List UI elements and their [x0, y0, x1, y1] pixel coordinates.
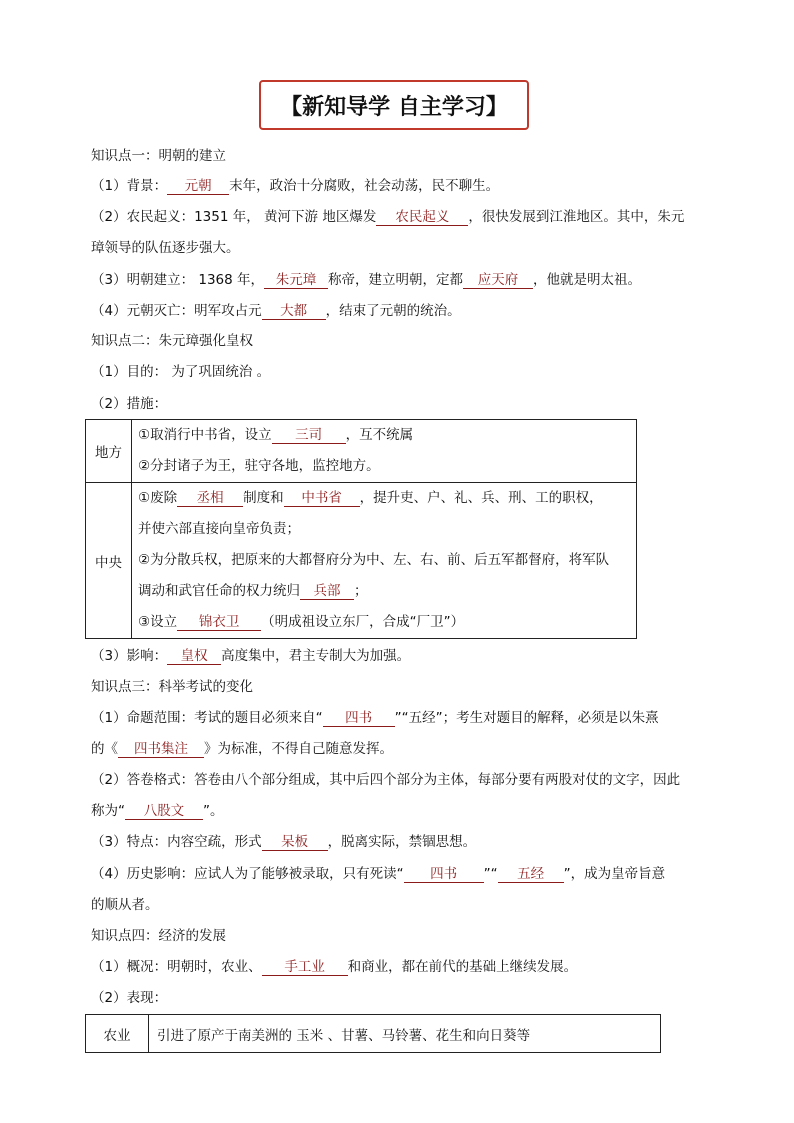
- answer-blank: 丞相: [177, 490, 243, 507]
- text-line: 的顺从者。: [91, 897, 159, 913]
- section-heading-1: 知识点一：明朝的建立: [91, 148, 226, 164]
- text-line: （1）目的： 为了巩固统治 。: [91, 364, 271, 380]
- answer-blank: 锦衣卫: [177, 614, 261, 631]
- local-measures: [132, 420, 637, 483]
- text-line: （1）命题范围：考试的题目必须来自“ 四书 ”“五经”；考生对题目的解释，必须是以朱熹: [91, 710, 659, 726]
- table-line: 调动和武官任命的权力统归 兵部 ；: [138, 583, 368, 599]
- text-line: （1）概况：明朝时，农业、 手工业 和商业，都在前代的基础上继续发展。: [91, 959, 578, 975]
- row-label-agriculture: 农业: [86, 1015, 149, 1053]
- table-line: ①废除 丞相 制度和 中书省 ，提升吏、户、礼、兵、刑、工的职权，: [138, 490, 603, 506]
- section-heading-2: 知识点二：朱元璋强化皇权: [91, 333, 253, 349]
- text-line: （3）特点：内容空疏，形式 呆板 ，脱离实际，禁锢思想。: [91, 834, 477, 850]
- measures-table: [85, 419, 637, 639]
- answer-blank: 大都: [262, 303, 326, 320]
- central-measures: [132, 483, 637, 639]
- answer-blank: 朱元璋: [264, 272, 328, 289]
- text-line: （1）背景： 元朝 末年，政治十分腐败，社会动荡，民不聊生。: [91, 178, 500, 194]
- table-line: ②分封诸子为王，驻守各地，监控地方。: [138, 458, 380, 474]
- page-title: 【新知导学 自主学习】: [259, 80, 529, 130]
- text-line: （3）明朝建立： 1368 年， 朱元璋 称帝，建立明朝，定都 应天府 ，他就是明太祖。: [91, 272, 642, 288]
- answer-blank: 五经: [498, 866, 564, 883]
- answer-blank: 呆板: [262, 834, 328, 851]
- answer-blank: 农民起义: [376, 209, 468, 226]
- answer-blank: 皇权: [167, 648, 221, 665]
- answer-blank: 四书: [404, 866, 484, 883]
- text-line: （3）影响： 皇权 高度集中，君主专制大为加强。: [91, 648, 411, 664]
- answer-blank: 元朝: [167, 178, 229, 195]
- row-label-local: 地方: [86, 420, 132, 483]
- text-line: 璋领导的队伍逐步强大。: [91, 240, 240, 256]
- answer-blank: 四书: [323, 710, 395, 727]
- text-line: （4）历史影响：应试人为了能够被录取，只有死读“ 四书 ”“ 五经 ”，成为皇帝旨意: [91, 866, 666, 882]
- section-heading-3: 知识点三：科举考试的变化: [91, 679, 253, 695]
- answer-blank: 手工业: [262, 959, 348, 976]
- answer-blank: 八股文: [125, 803, 203, 820]
- text-line: （2）农民起义：1351 年， 黄河下游 地区爆发 农民起义 ，很快发展到江淮地区。其中，朱元: [91, 209, 685, 225]
- row-label-central: 中央: [86, 483, 132, 639]
- table-line: 并使六部直接向皇帝负责；: [138, 521, 300, 537]
- answer-blank: 三司: [272, 427, 346, 444]
- text-line: （4）元朝灭亡：明军攻占元 大都 ，结束了元朝的统治。: [91, 303, 461, 319]
- agriculture-text: 引进了原产于南美洲的 玉米 、甘薯、马铃薯、花生和向日葵等: [149, 1015, 661, 1053]
- answer-blank: 四书集注: [118, 741, 204, 758]
- text-line: （2）表现：: [91, 990, 168, 1006]
- table-line: ③设立 锦衣卫 （明成祖设立东厂，合成“厂卫”）: [138, 614, 465, 630]
- text-line: 称为“ 八股文 ”。: [91, 803, 224, 819]
- section-heading-4: 知识点四：经济的发展: [91, 928, 226, 944]
- answer-blank: 兵部: [300, 583, 354, 600]
- answer-blank: 中书省: [284, 490, 360, 507]
- text-line: （2）措施：: [91, 396, 168, 412]
- table-line: ②为分散兵权，把原来的大都督府分为中、左、右、前、后五军都督府，将军队: [138, 552, 610, 568]
- table-line: ①取消行中书省，设立 三司 ，互不统属: [138, 427, 414, 443]
- text-line: 的《 四书集注 》为标准，不得自己随意发挥。: [91, 741, 393, 757]
- text-line: （2）答卷格式：答卷由八个部分组成，其中后四个部分为主体，每部分要有两股对仗的文字，因此: [91, 772, 681, 788]
- answer-blank: 应天府: [463, 272, 533, 289]
- economy-table: [85, 1014, 661, 1053]
